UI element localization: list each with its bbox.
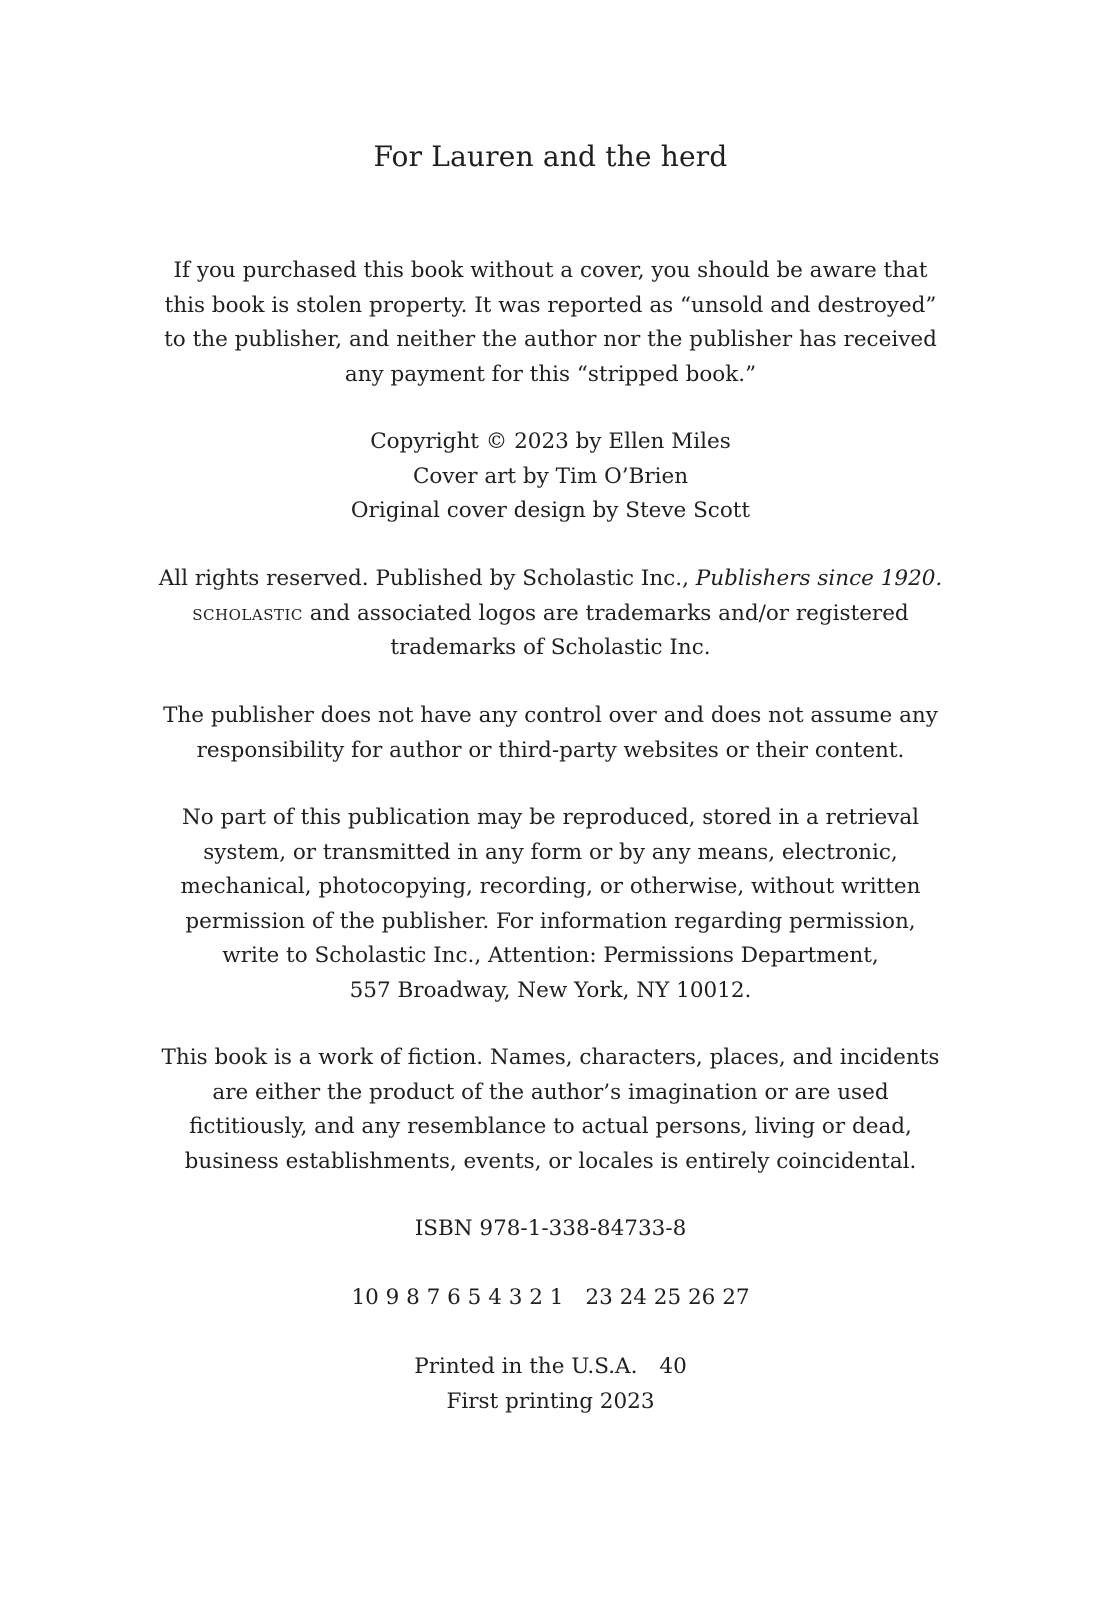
- reproduction-notice-line: system, or transmitted in any form or by any means, electronic,: [203, 839, 898, 865]
- rights-text: All rights reserved. Published by Scholastic Inc.,: [158, 566, 696, 591]
- rights-reserved: [100, 562, 1001, 666]
- reproduction-notice-line: 557 Broadway, New York, NY 10012.: [349, 977, 752, 1003]
- reproduction-notice-line: write to Scholastic Inc., Attention: Permissions Department,: [222, 943, 879, 969]
- printing-numbers-line: [100, 1281, 1001, 1316]
- fiction-notice-line: business establishments, events, or locales is entirely coincidental.: [184, 1148, 917, 1174]
- printing-numbers: [100, 1281, 1001, 1316]
- impression-numbers: 10 9 8 7 6 5 4 3 2 1: [351, 1285, 564, 1310]
- printed-in-line: [100, 1350, 1001, 1385]
- reproduction-notice-line: No part of this publication may be reproduced, stored in a retrieval: [181, 805, 920, 830]
- stolen-notice-line: to the publisher, and neither the author nor the publisher has received: [164, 327, 937, 353]
- publisher-notice-line: The publisher does not have any control over and does not assume any: [163, 703, 938, 728]
- trademark-text: and associated logos are trademarks and/or registered: [302, 600, 909, 626]
- rights-line-1: [100, 562, 1001, 597]
- publisher-notice-line: responsibility for author or third-party websites or their content.: [196, 737, 905, 763]
- first-printing: First printing 2023: [446, 1388, 655, 1414]
- rights-line-2: [100, 597, 1001, 632]
- fiction-notice-line: This book is a work of fiction. Names, characters, places, and incidents: [161, 1045, 940, 1070]
- stolen-book-notice: [100, 254, 1001, 392]
- reproduction-notice: [100, 801, 1001, 1009]
- isbn: [100, 1212, 1001, 1247]
- printed-country: Printed in the U.S.A.: [414, 1354, 638, 1379]
- printer-code: 40: [659, 1354, 687, 1379]
- fiction-notice: [100, 1041, 1001, 1179]
- stolen-notice-line: any payment for this “stripped book.”: [344, 361, 757, 387]
- cover-art-credit: Cover art by Tim O’Brien: [412, 463, 689, 489]
- reproduction-notice-line: mechanical, photocopying, recording, or otherwise, without written: [180, 874, 921, 900]
- publishers-since: Publishers since 1920.: [695, 566, 943, 591]
- year-numbers: 23 24 25 26 27: [585, 1285, 750, 1310]
- reproduction-notice-line: permission of the publisher. For information regarding permission,: [185, 908, 916, 934]
- printing-info: [100, 1350, 1001, 1419]
- fiction-notice-line: fictitiously, and any resemblance to actual persons, living or dead,: [189, 1114, 912, 1140]
- credits: [100, 425, 1001, 529]
- stolen-notice-line: this book is stolen property. It was reported as “unsold and destroyed”: [164, 292, 937, 318]
- dedication: For Lauren and the herd: [373, 140, 728, 173]
- scholastic-trademark: scholastic: [192, 600, 303, 626]
- publisher-notice: [100, 699, 1001, 768]
- fiction-notice-line: are either the product of the author’s imagination or are used: [212, 1079, 889, 1105]
- isbn-line: ISBN 978-1-338-84733-8: [414, 1216, 687, 1241]
- stolen-notice-line: If you purchased this book without a cover, you should be aware that: [173, 258, 928, 283]
- cover-design-credit: Original cover design by Steve Scott: [350, 498, 751, 524]
- rights-line-3: trademarks of Scholastic Inc.: [390, 635, 711, 661]
- copyright-line: Copyright © 2023 by Ellen Miles: [370, 429, 731, 454]
